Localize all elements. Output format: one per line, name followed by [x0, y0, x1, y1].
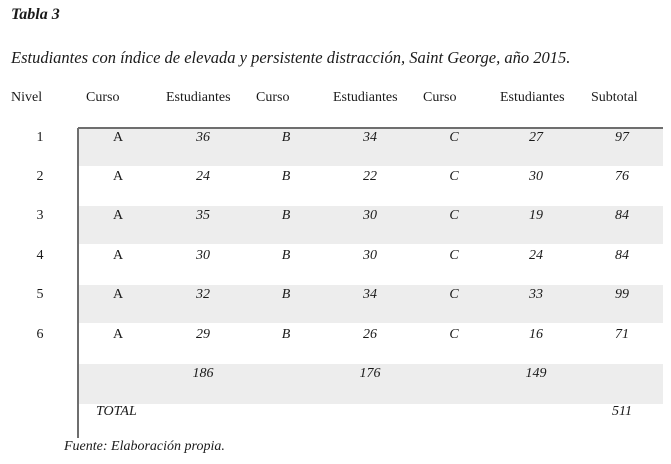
cell-curso-c: C: [449, 169, 459, 184]
cell-curso-b: B: [281, 248, 291, 263]
cell-estudiantes-c: 33: [529, 287, 543, 302]
cell-curso-c: C: [449, 287, 459, 302]
cell-curso-b: B: [281, 169, 291, 184]
cell-nivel: 2: [36, 169, 44, 184]
cell-estudiantes-c: 19: [529, 208, 543, 223]
cell-curso-b: B: [281, 287, 291, 302]
cell-curso-b: B: [281, 130, 291, 145]
header-curso-b: Curso: [256, 90, 290, 105]
total-estudiantes-a: 186: [192, 366, 214, 381]
cell-nivel: 4: [36, 248, 44, 263]
header-nivel: Nivel: [11, 90, 43, 105]
cell-subtotal: 84: [615, 208, 629, 223]
cell-curso-a: A: [112, 208, 124, 223]
table-source: Fuente: Elaboración propia.: [64, 439, 225, 454]
cell-curso-a: A: [112, 169, 124, 184]
cell-subtotal: 99: [615, 287, 629, 302]
cell-curso-c: C: [449, 248, 459, 263]
cell-estudiantes-a: 32: [196, 287, 210, 302]
cell-curso-c: C: [449, 130, 459, 145]
header-curso-a: Curso: [86, 90, 120, 105]
cell-estudiantes-c: 24: [529, 248, 543, 263]
cell-estudiantes-c: 16: [529, 327, 543, 342]
cell-subtotal: 84: [615, 248, 629, 263]
header-estudiantes-a: Estudiantes: [166, 90, 231, 105]
cell-estudiantes-a: 30: [196, 248, 210, 263]
cell-curso-a: A: [112, 287, 124, 302]
header-estudiantes-b: Estudiantes: [333, 90, 398, 105]
cell-curso-c: C: [449, 208, 459, 223]
cell-subtotal: 97: [615, 130, 629, 145]
cell-curso-c: C: [449, 327, 459, 342]
header-rule: [78, 127, 663, 129]
total-estudiantes-c: 149: [525, 366, 547, 381]
cell-nivel: 1: [36, 130, 44, 145]
level-column-rule: [77, 128, 79, 438]
cell-estudiantes-c: 30: [529, 169, 543, 184]
cell-estudiantes-a: 35: [196, 208, 210, 223]
cell-curso-a: A: [112, 327, 124, 342]
cell-curso-a: A: [112, 130, 124, 145]
cell-estudiantes-c: 27: [529, 130, 543, 145]
header-estudiantes-c: Estudiantes: [500, 90, 565, 105]
cell-estudiantes-a: 36: [196, 130, 210, 145]
cell-estudiantes-b: 26: [363, 327, 377, 342]
cell-subtotal: 76: [615, 169, 629, 184]
cell-estudiantes-b: 34: [363, 287, 377, 302]
total-label: TOTAL: [96, 404, 137, 419]
cell-estudiantes-b: 22: [363, 169, 377, 184]
header-subtotal: Subtotal: [591, 90, 638, 105]
cell-nivel: 6: [36, 327, 44, 342]
total-estudiantes-b: 176: [359, 366, 381, 381]
cell-estudiantes-b: 30: [363, 248, 377, 263]
cell-estudiantes-a: 29: [196, 327, 210, 342]
cell-curso-a: A: [112, 248, 124, 263]
cell-estudiantes-b: 30: [363, 208, 377, 223]
cell-estudiantes-b: 34: [363, 130, 377, 145]
table-caption: Estudiantes con índice de elevada y persistente distracción, Saint George, año 2015.: [11, 48, 571, 67]
cell-estudiantes-a: 24: [196, 169, 210, 184]
cell-curso-b: B: [281, 208, 291, 223]
cell-subtotal: 71: [615, 327, 629, 342]
grand-total: 511: [612, 404, 632, 419]
cell-curso-b: B: [281, 327, 291, 342]
cell-nivel: 5: [36, 287, 44, 302]
cell-nivel: 3: [36, 208, 44, 223]
table-label: Tabla 3: [11, 6, 60, 23]
header-curso-c: Curso: [423, 90, 457, 105]
